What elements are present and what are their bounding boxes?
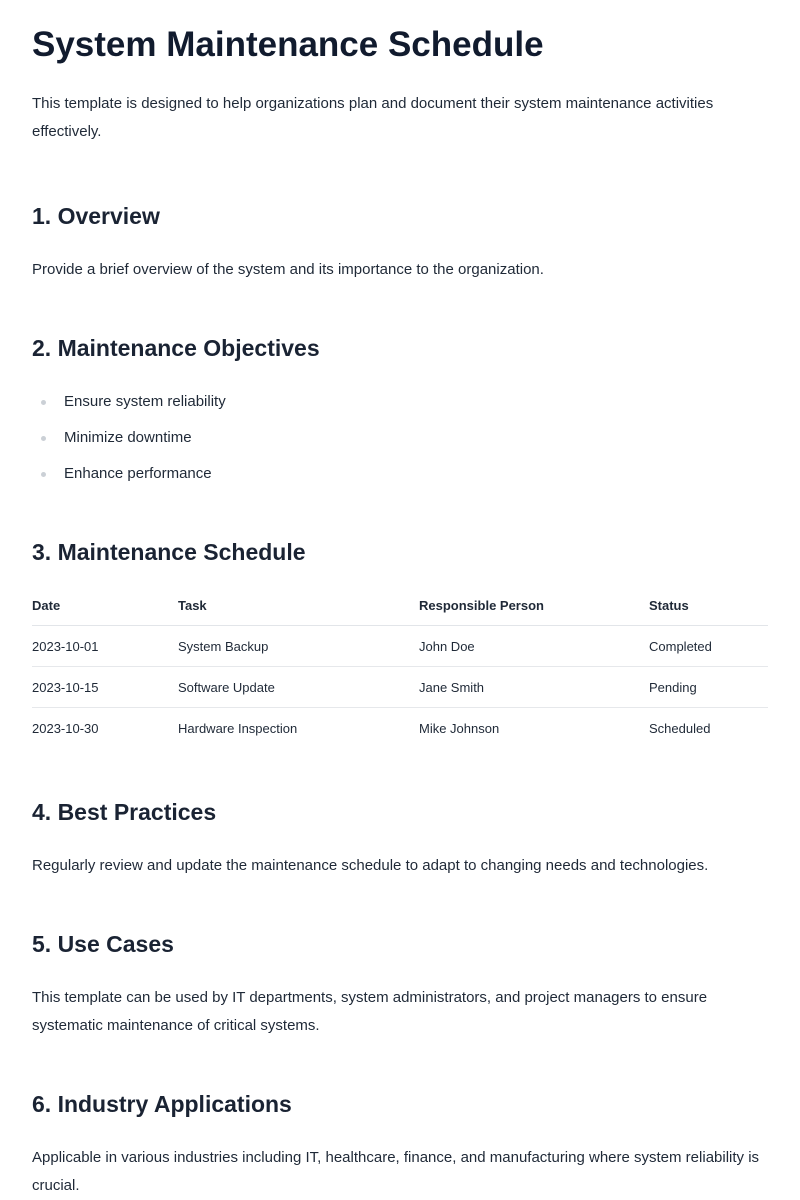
bullet-icon [41,436,46,441]
cell-responsible-person: Mike Johnson [419,720,500,736]
page-title: System Maintenance Schedule [32,25,544,64]
industry-applications-heading: 6. Industry Applications [32,1091,292,1117]
schedule-heading: 3. Maintenance Schedule [32,539,306,565]
cell-task: Software Update [178,667,419,708]
column-header-responsible-person: Responsible Person [419,585,649,626]
industry-applications-text: Applicable in various industries including IT, healthcare, finance, and manufacturing where system reliability is crucial. [32,1149,760,1194]
list-item [32,392,768,428]
schedule-table [32,585,768,748]
list-item [32,464,768,500]
column-header-status: Status [649,585,768,626]
objectives-list [32,392,768,500]
list-item-text: Ensure system reliability [64,393,226,410]
overview-heading: 1. Overview [32,203,160,229]
cell-responsible-person: John Doe [419,626,649,667]
list-item-text: Minimize downtime [64,429,192,446]
table-row [32,667,768,708]
table-row [32,626,768,667]
cell-date: 2023-10-15 [32,667,178,708]
column-header-task: Task [178,585,419,626]
cell-status: Completed [649,626,768,667]
list-item [32,428,768,464]
cell-task: Hardware Inspection [178,720,298,736]
table-row [32,708,768,749]
bullet-icon [41,472,46,477]
bullet-icon [41,400,46,405]
column-header-date: Date [32,585,178,626]
cell-date: 2023-10-01 [32,626,178,667]
table-header-row [32,585,768,626]
intro-paragraph: This template is designed to help organizations plan and document their system maintenance activities effectively. [32,95,714,140]
best-practices-heading: 4. Best Practices [32,799,217,825]
use-cases-heading: 5. Use Cases [32,931,174,957]
cell-status: Pending [649,667,768,708]
cell-task: System Backup [178,626,419,667]
use-cases-text: This template can be used by IT departments, system administrators, and project managers to ensure systematic maintenance of critical systems. [32,989,708,1034]
objectives-heading: 2. Maintenance Objectives [32,335,320,361]
cell-responsible-person: Jane Smith [419,667,649,708]
title-block [32,0,768,146]
best-practices-text: Regularly review and update the maintenance schedule to adapt to changing needs and technologies. [32,857,709,874]
overview-text: Provide a brief overview of the system and its importance to the organization. [32,261,544,278]
cell-date: 2023-10-30 [32,720,99,736]
list-item-text: Enhance performance [64,465,212,482]
cell-status: Scheduled [649,720,711,736]
